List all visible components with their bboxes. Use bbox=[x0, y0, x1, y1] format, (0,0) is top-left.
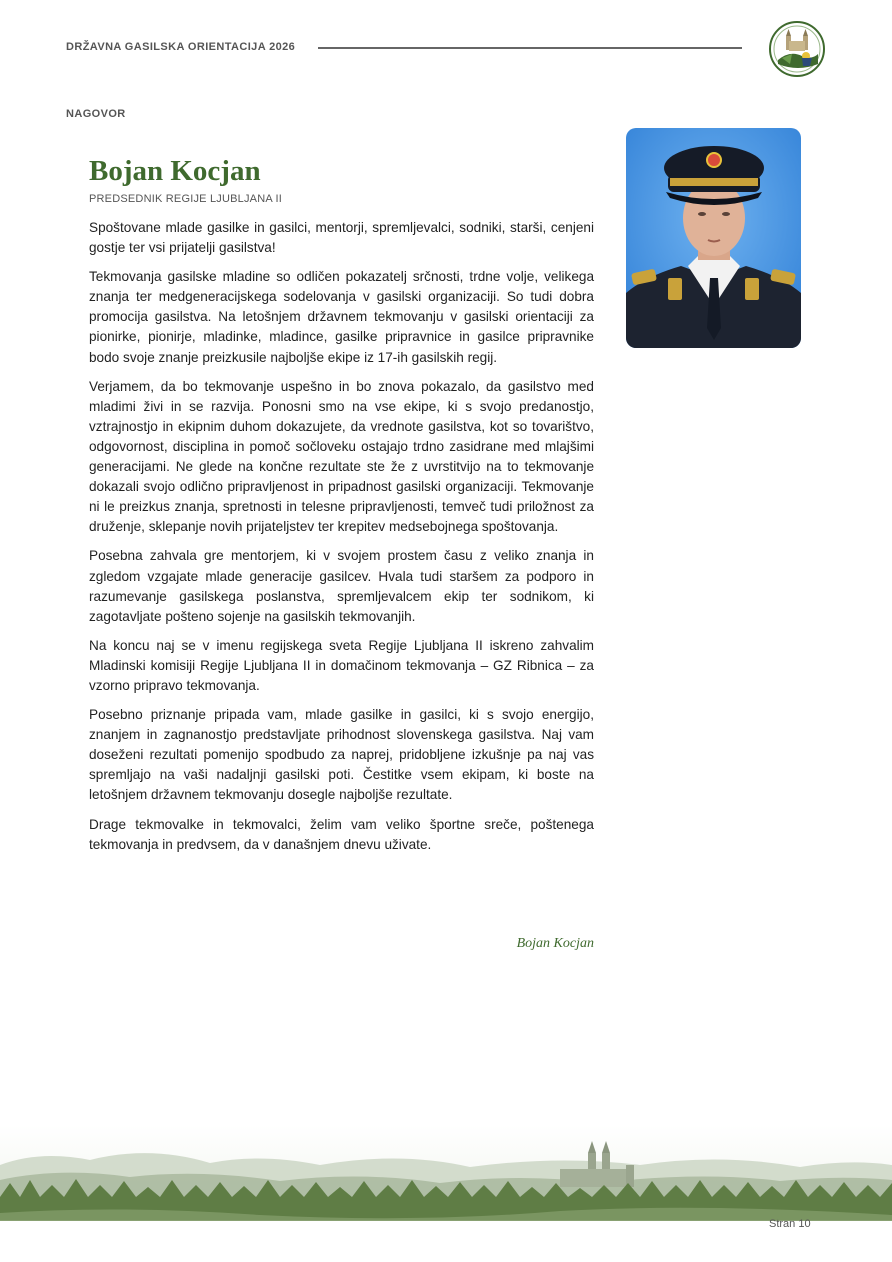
paragraph: Na koncu naj se v imenu regijskega sveta Regije Ljubljana II iskreno zahvalim Mladinski komisiji Regije Ljubljana II in domačinom tekmovanja – GZ Ribnica – za vzorno pripravo tekmovanja. bbox=[89, 637, 594, 693]
speaker-role: PREDSEDNIK REGIJE LJUBLJANA II bbox=[89, 193, 283, 205]
paragraph: Posebna zahvala gre mentorjem, ki v svojem prostem času z veliko znanja in zgledom vzgajate mlade generacije gasilcev. Hvala tudi staršem za podporo in razumevanje gasilskega poslanstva, spremljevalcem ekip ter sodnikom, ki zagotavljate pošteno sojenje na gasilskih tekmovanjih. bbox=[89, 548, 594, 624]
header-divider bbox=[318, 47, 742, 49]
header-title: DRŽAVNA GASILSKA ORIENTACIJA 2026 bbox=[66, 41, 296, 53]
paragraph: Tekmovanja gasilske mladine so odličen pokazatelj srčnosti, trdne volje, velikega znanja ter medgeneracijskega sodelovanja v gasilski organizaciji. So tudi dobra promocija gasilstva. Na letošnjem državnem tekmovanju v gasilski orientaciji za pionirke, pionirje, mladinke, mladince, gasilke pripravnice in gasilce pripravnike bodo svoje znanje preizkusile najboljše ekipe iz 17-ih gasilskih regij. bbox=[89, 269, 594, 365]
portrait-photo bbox=[626, 128, 801, 348]
fire-brigade-emblem-icon bbox=[768, 20, 826, 78]
speaker-name: Bojan Kocjan bbox=[89, 155, 261, 187]
paragraph: Posebno priznanje pripada vam, mlade gasilke in gasilci, ki s svojo energijo, znanjem in zagnanostjo predstavljate prihodnost slovenskega gasilstva. Naj vam doseženi rezultati pomenijo spodbudo za naprej, pridobljene izkušnje pa naj vas spremljajo na vaši nadaljnji gasilski poti. Čestitke vsem ekipam, ki boste na letošnjem državnem tekmovanju dosegle najboljše rezultate. bbox=[89, 707, 594, 803]
page-number: Stran 10 bbox=[769, 1218, 811, 1230]
paragraph: Spoštovane mlade gasilke in gasilci, mentorji, spremljevalci, sodniki, starši, cenjeni gostje ter vsi prijatelji gasilstva! bbox=[89, 220, 594, 256]
paragraph: Verjamem, da bo tekmovanje uspešno in bo znova pokazalo, da gasilstvo med mladimi živi in se razvija. Ponosni smo na vse ekipe, ki s svojo predanostjo, vztrajnostjo in ekipnim duhom dokazujete, da vrednote gasilstva, kot so tovarištvo, odgovornost, disciplina in pomoč sočloveku ostajajo trdno zasidrane med mlajšimi generacijami. Ne glede na končne rezultate ste že z uvrstitvijo na to tekmovanje dokazali svojo odlično pripravljenost in pripadnost gasilski organizaciji. Tekmovanje ni le preizkus znanja, spretnosti in telesne pripravljenosti, temveč tudi priložnost za druženje, sklepanje novih prijateljstev ter krepitev medsebojnega spoštovanja. bbox=[89, 378, 594, 535]
section-label: NAGOVOR bbox=[66, 108, 126, 120]
forest-landscape-decoration bbox=[0, 1125, 892, 1235]
paragraph: Drage tekmovalke in tekmovalci, želim vam veliko športne sreče, poštenega tekmovanja in predvsem, da v današnjem dnevu uživate. bbox=[89, 816, 594, 852]
signature: Bojan Kocjan bbox=[516, 936, 594, 951]
speech-body bbox=[89, 218, 594, 864]
